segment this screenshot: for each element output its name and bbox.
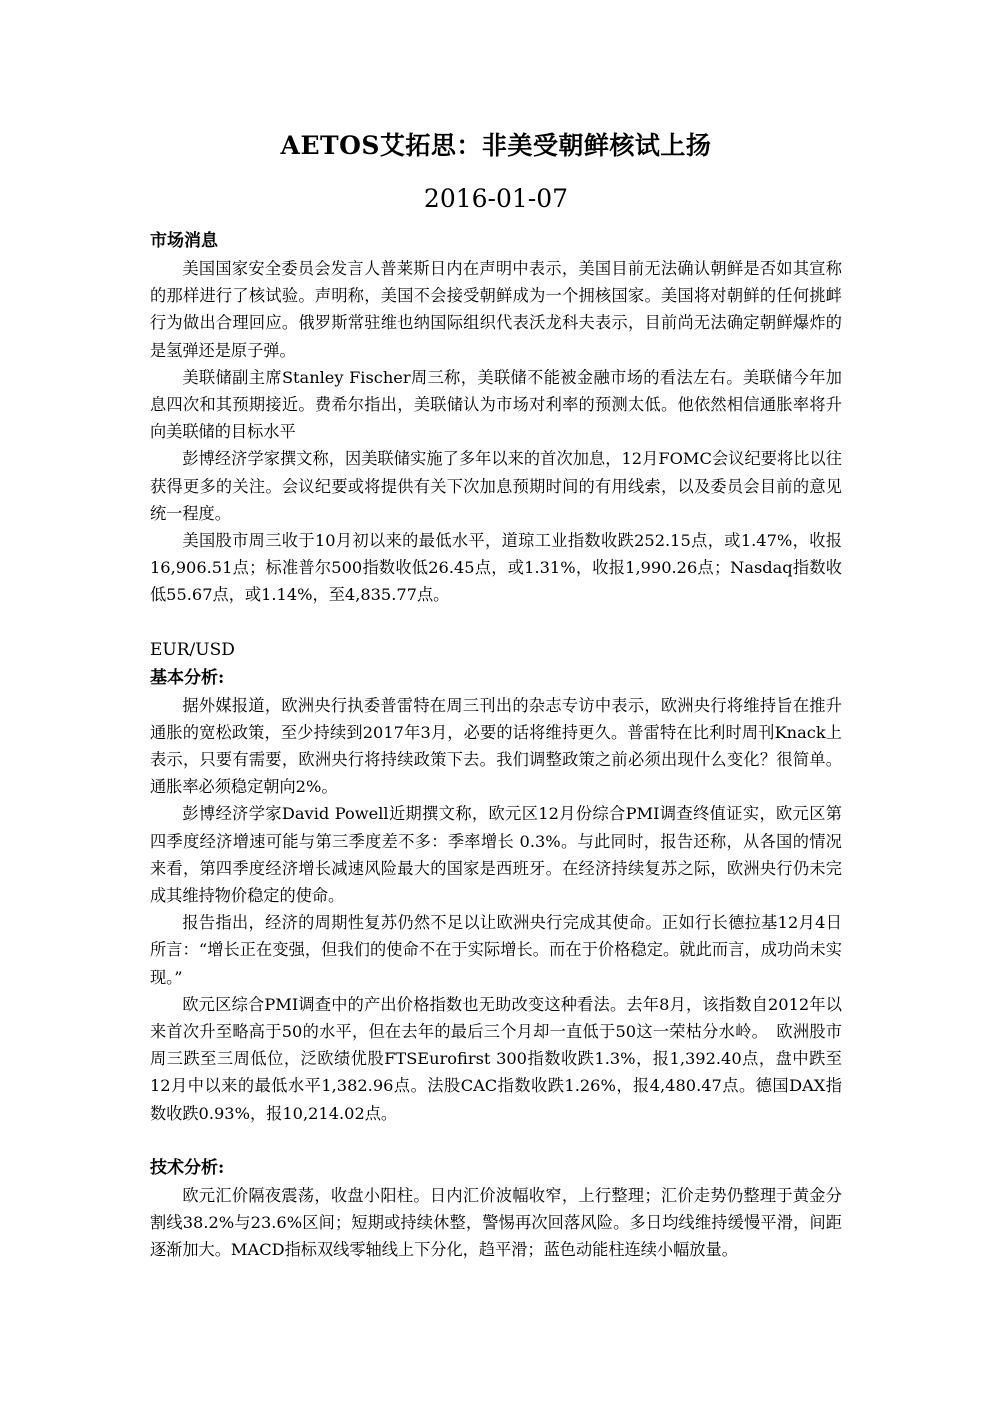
technical-analysis-heading: 技术分析: xyxy=(150,1157,225,1178)
market-news-paragraph: 美联储副主席Stanley Fischer周三称，美联储不能被金融市场的看法左右。美联储今年加息四次和其预期接近。费希尔指出，美联储认为市场对利率的预测太低。他依然相信通胀率将升向美联储的目标水平 xyxy=(150,367,842,442)
document-page xyxy=(150,128,842,1264)
market-news-paragraph: 美国股市周三收于10月初以来的最低水平，道琼工业指数收跌252.15点，或1.47%，收报16,906.51点；标准普尔500指数收低26.45点，或1.31%，收报1,990.26点；Nasdaq指数收低55.67点，或1.14%，至4,835.77点。 xyxy=(150,531,842,605)
fundamental-paragraph: 据外媒报道，欧洲央行执委普雷特在周三刊出的杂志专访中表示，欧洲央行将维持旨在推升通胀的宽松政策，至少持续到2017年3月，必要的话将维持更久。普雷特在比利时周刊Knack上表示，只要有需要，欧洲央行将持续政策下去。我们调整政策之前必须出现什么变化？很简单。通胀率必须稳定朝向2%。 xyxy=(150,695,842,797)
market-news-paragraph: 彭博经济学家撰文称，因美联储实施了多年以来的首次加息，12月FOMC会议纪要将比以往获得更多的关注。会议纪要或将提供有关下次加息预期时间的有用线索，以及委员会目前的意见统一程度。 xyxy=(150,449,842,523)
eurusd-section xyxy=(150,636,842,1264)
market-news-section xyxy=(150,227,842,609)
document-title: AETOS艾拓思：非美受朝鲜核试上扬 xyxy=(280,131,712,160)
section-spacer xyxy=(150,1127,842,1154)
fundamental-analysis-heading: 基本分析: xyxy=(150,667,225,688)
fundamental-paragraph: 报告指出，经济的周期性复苏仍然不足以让欧洲央行完成其使命。正如行长德拉基12月4日所言：“增长正在变强，但我们的使命不在于实际增长。而在于价格稳定。就此而言，成功尚未实现。” xyxy=(150,913,842,987)
section-spacer xyxy=(150,609,842,636)
market-news-heading: 市场消息 xyxy=(150,231,218,251)
document-date: 2016-01-07 xyxy=(423,184,569,213)
currency-pair-label: EUR/USD xyxy=(150,639,235,660)
technical-paragraph: 欧元汇价隔夜震荡，收盘小阳柱。日内汇价波幅收窄，上行整理；汇价走势仍整理于黄金分割线38.2%与23.6%区间；短期或持续休整，警惕再次回落风险。多日均线维持缓慢平滑，间距逐渐加大。MACD指标双线零轴线上下分化，趋平滑；蓝色动能柱连续小幅放量。 xyxy=(150,1185,842,1260)
market-news-paragraph: 美国国家安全委员会发言人普莱斯日内在声明中表示，美国目前无法确认朝鲜是否如其宣称的那样进行了核试验。声明称，美国不会接受朝鲜成为一个拥核国家。美国将对朝鲜的任何挑衅行为做出合理回应。俄罗斯常驻维也纳国际组织代表沃龙科夫表示，目前尚无法确定朝鲜爆炸的是氢弹还是原子弹。 xyxy=(150,259,842,360)
fundamental-paragraph: 彭博经济学家David Powell近期撰文称，欧元区12月份综合PMI调查终值证实，欧元区第四季度经济增速可能与第三季度差不多：季率增长 0.3%。与此同时，报告还称，从各国的情况来看，第四季度经济增长减速风险最大的国家是西班牙。在经济持续复苏之际，欧洲央行仍未完成其维持物价稳定的使命。 xyxy=(150,804,842,906)
fundamental-paragraph: 欧元区综合PMI调查中的产出价格指数也无助改变这种看法。去年8月，该指数自2012年以来首次升至略高于50的水平，但在去年的最后三个月却一直低于50这一荣枯分水岭。 欧洲股市周三跌至三周低位，泛欧绩优股FTSEurofirst 300指数收跌1.3%，报1,392.40点，盘中跌至12月中以来的最低水平1,382.96点。法股CAC指数收跌1.26%，报4,480.47点。德国DAX指数收跌0.93%，报10,214.02点。 xyxy=(150,994,842,1123)
